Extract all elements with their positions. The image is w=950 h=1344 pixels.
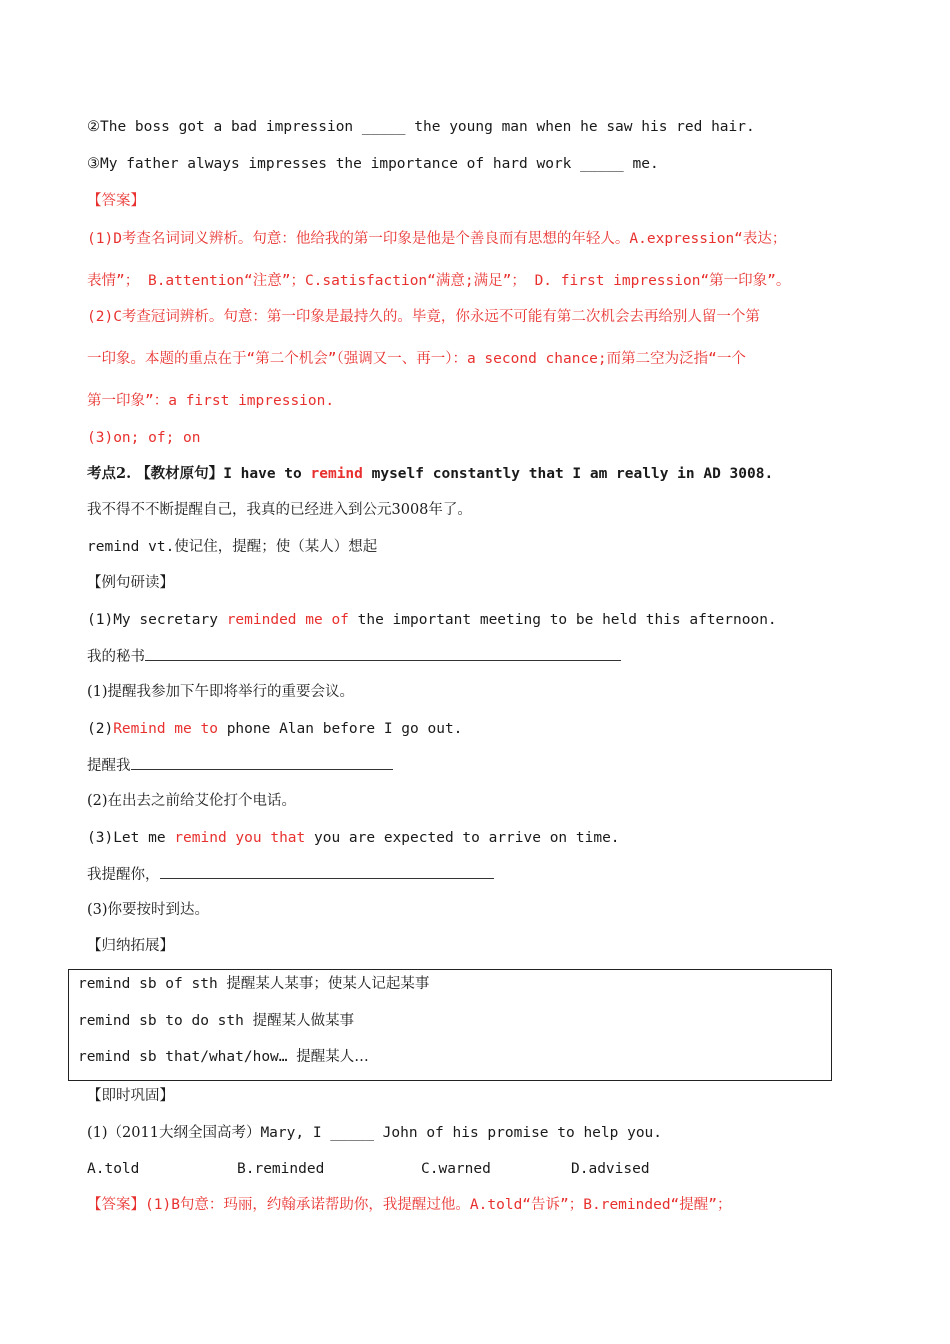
option-b[interactable]: B.reminded — [237, 1161, 325, 1177]
summary-heading: 【归纳拓展】 — [87, 938, 174, 954]
example-2 — [87, 719, 462, 739]
source-tag: 【教材原句】 — [136, 465, 224, 482]
point-label: 考点2. — [87, 465, 137, 482]
summary-row — [78, 1011, 354, 1031]
example-3-answer-blank[interactable] — [160, 864, 494, 879]
example-2-translation-row — [87, 755, 393, 776]
source-sentence-pre: I have to — [223, 466, 311, 482]
example-3-post: you are expected to arrive on time. — [305, 830, 620, 846]
point-2-header — [87, 464, 773, 484]
example-1-translation-row — [87, 646, 621, 667]
example-2-cn-prompt: 提醒我 — [87, 758, 131, 774]
summary-row-en: remind sb of sth — [78, 976, 227, 992]
summary-row-en: remind sb that/what/how… — [78, 1049, 297, 1065]
example-2-answer-blank[interactable] — [131, 755, 393, 770]
example-2-post: phone Alan before I go out. — [217, 721, 463, 737]
example-3-cn-answer: (3)你要按时到达。 — [87, 902, 210, 918]
answer-2-line-3: 第一印象”：a first impression. — [87, 393, 335, 409]
source-translation: 我不得不不断提醒自己，我真的已经进入到公元3008年了。 — [87, 502, 472, 518]
practice-q1-source: (1)（2011大纲全国高考） — [87, 1125, 261, 1141]
practice-answer-text: (1)B句意：玛丽，约翰承诺帮助你，我提醒过他。A.told“告诉”；B.reminded“提醒”； — [145, 1197, 732, 1213]
example-1-pre: (1)My secretary — [87, 612, 227, 628]
example-1-post: the important meeting to be held this afternoon. — [348, 612, 777, 628]
answer-1-line-1: (1)D考查名词词义辨析。句意：他给我的第一印象是他是个善良而有思想的年轻人。A.expression“表达； — [87, 231, 787, 247]
option-d[interactable]: D.advised — [571, 1161, 650, 1177]
example-1-cn-answer: (1)提醒我参加下午即将举行的重要会议。 — [87, 684, 355, 700]
summary-row-cn: 提醒某人… — [296, 1049, 369, 1065]
practice-q1-text: Mary, I _____ John of his promise to help you. — [260, 1125, 663, 1141]
example-3 — [87, 828, 620, 848]
example-1-cn-prompt: 我的秘书 — [87, 649, 145, 665]
practice-answer — [87, 1195, 732, 1215]
summary-row-cn: 提醒某人某事；使某人记起某事 — [226, 976, 430, 992]
summary-row-en: remind sb to do sth — [78, 1013, 253, 1029]
summary-box — [68, 969, 832, 1081]
answer-1-line-2: 表情”； B.attention“注意”；C.satisfaction“满意;满足”； D. first impression“第一印象”。 — [87, 273, 791, 289]
example-2-keyword: Remind me to — [113, 721, 218, 737]
example-1-answer-blank[interactable] — [145, 646, 621, 661]
example-2-pre: (2) — [87, 721, 114, 737]
summary-row-cn: 提醒某人做某事 — [252, 1013, 355, 1029]
practice-answer-tag: 【答案】 — [87, 1197, 145, 1213]
examples-heading: 【例句研读】 — [87, 575, 174, 591]
example-1 — [87, 610, 777, 630]
source-sentence-post: myself constantly that I am really in AD 3008. — [362, 466, 774, 482]
word-definition: remind vt.使记住，提醒；使（某人）想起 — [87, 539, 378, 555]
exercise-question-2: ②The boss got a bad impression _____ the young man when he saw his red hair. — [87, 119, 755, 135]
practice-question-1 — [87, 1123, 662, 1143]
example-2-cn-answer: (2)在出去之前给艾伦打个电话。 — [87, 793, 297, 809]
example-3-translation-row — [87, 864, 494, 885]
answer-heading: 【答案】 — [87, 193, 145, 209]
source-sentence-keyword: remind — [310, 466, 363, 482]
answer-2-line-2: 一印象。本题的重点在于“第二个机会”（强调又一、再一）：a second chance;而第二空为泛指“一个 — [87, 351, 746, 367]
practice-heading: 【即时巩固】 — [87, 1088, 174, 1104]
practice-options — [87, 1159, 650, 1179]
example-1-keyword: reminded me of — [226, 612, 349, 628]
option-a[interactable]: A.told — [87, 1161, 140, 1177]
exercise-question-3: ③My father always impresses the importance of hard work _____ me. — [87, 156, 659, 172]
example-3-pre: (3)Let me — [87, 830, 175, 846]
example-3-cn-prompt: 我提醒你， — [87, 867, 160, 883]
example-3-keyword: remind you that — [174, 830, 306, 846]
option-c[interactable]: C.warned — [421, 1161, 491, 1177]
summary-row — [78, 1047, 369, 1067]
answer-2-line-1: (2)C考查冠词辨析。句意：第一印象是最持久的。毕竟，你永远不可能有第二次机会去再给别人留一个第 — [87, 309, 760, 325]
summary-row — [78, 974, 429, 994]
answer-3: (3)on; of; on — [87, 430, 201, 446]
